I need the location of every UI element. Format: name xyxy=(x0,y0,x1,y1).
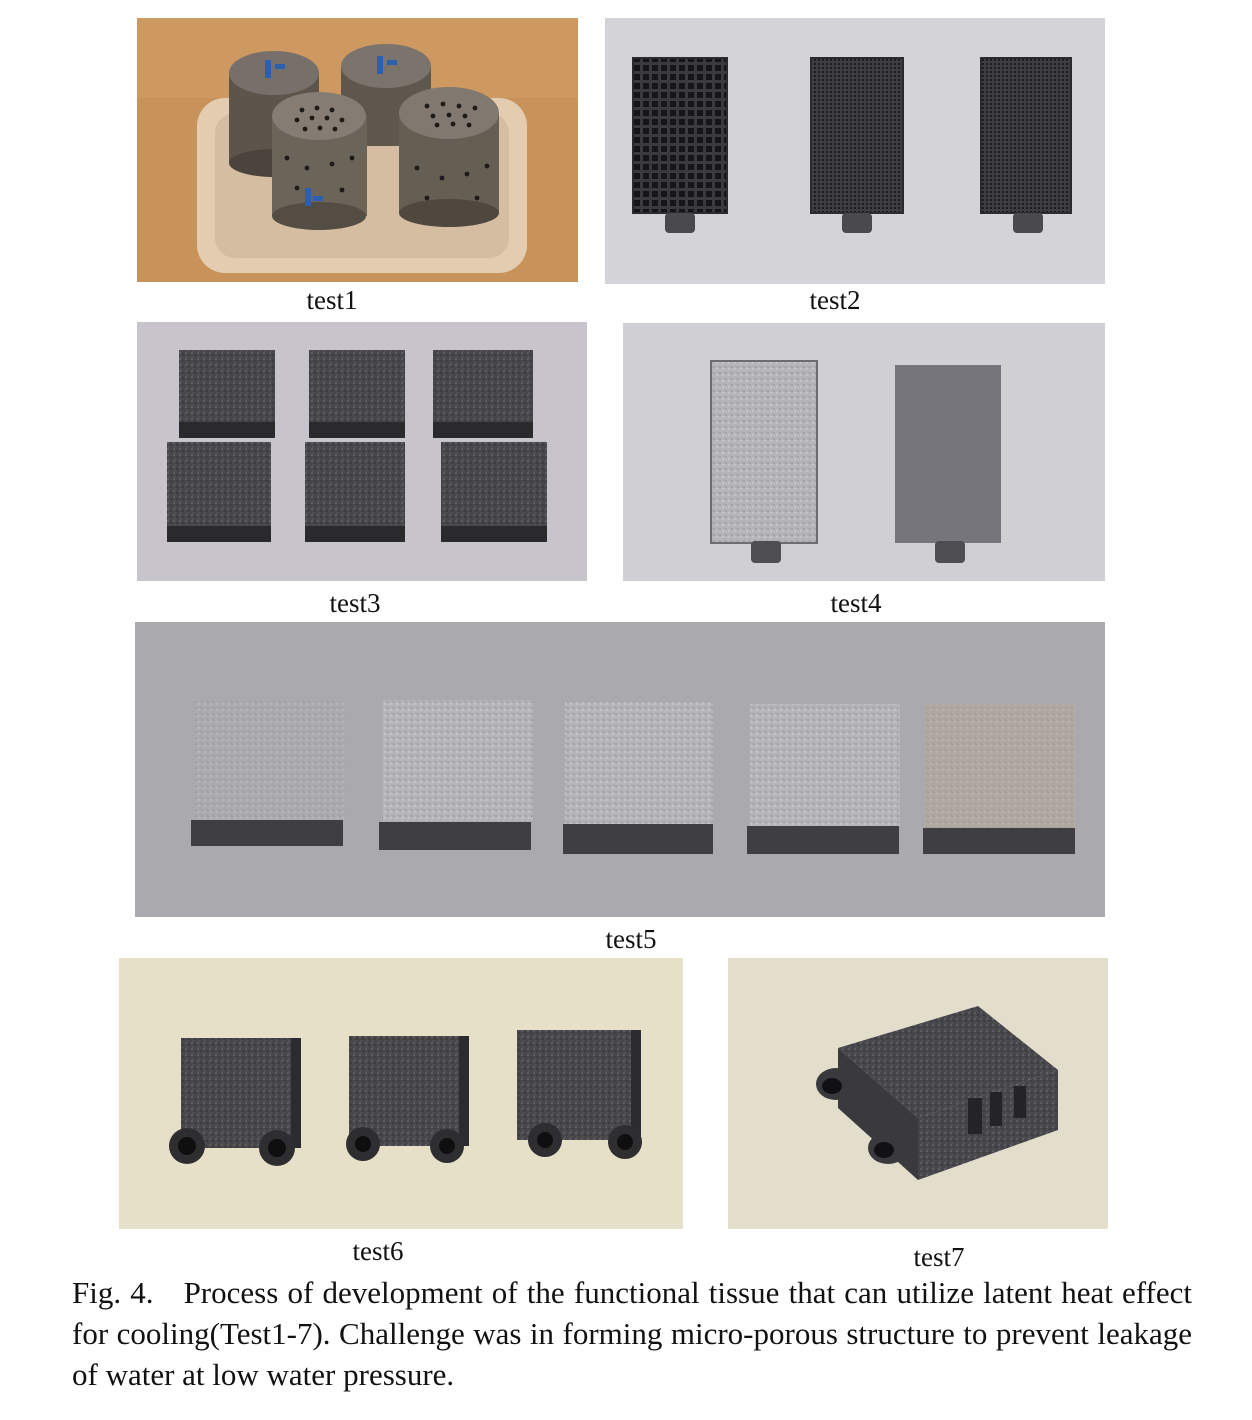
label-test1: test1 xyxy=(306,285,358,315)
label-test4: test4 xyxy=(830,588,882,618)
photo-test7 xyxy=(728,958,1108,1229)
figure-caption xyxy=(72,1272,1192,1395)
label-test2: test2 xyxy=(809,285,861,315)
label-test3: test3 xyxy=(329,588,381,618)
label-test6: test6 xyxy=(352,1236,404,1266)
photo-test4 xyxy=(623,323,1105,581)
photo-test2 xyxy=(605,18,1105,284)
photo-test6 xyxy=(119,958,683,1229)
photo-test1 xyxy=(137,18,578,282)
label-test5: test5 xyxy=(605,924,657,954)
photo-test5 xyxy=(135,622,1105,917)
figure-number: Fig. 4. xyxy=(72,1275,154,1310)
label-test7: test7 xyxy=(913,1242,965,1272)
photo-test3 xyxy=(137,322,587,581)
caption-text: Process of development of the functional tissue that can utilize latent heat effect for cooling(Test1-7). Challenge was in forming micro-porous structure to prevent leakage of water at low water pressure. xyxy=(72,1275,1193,1392)
